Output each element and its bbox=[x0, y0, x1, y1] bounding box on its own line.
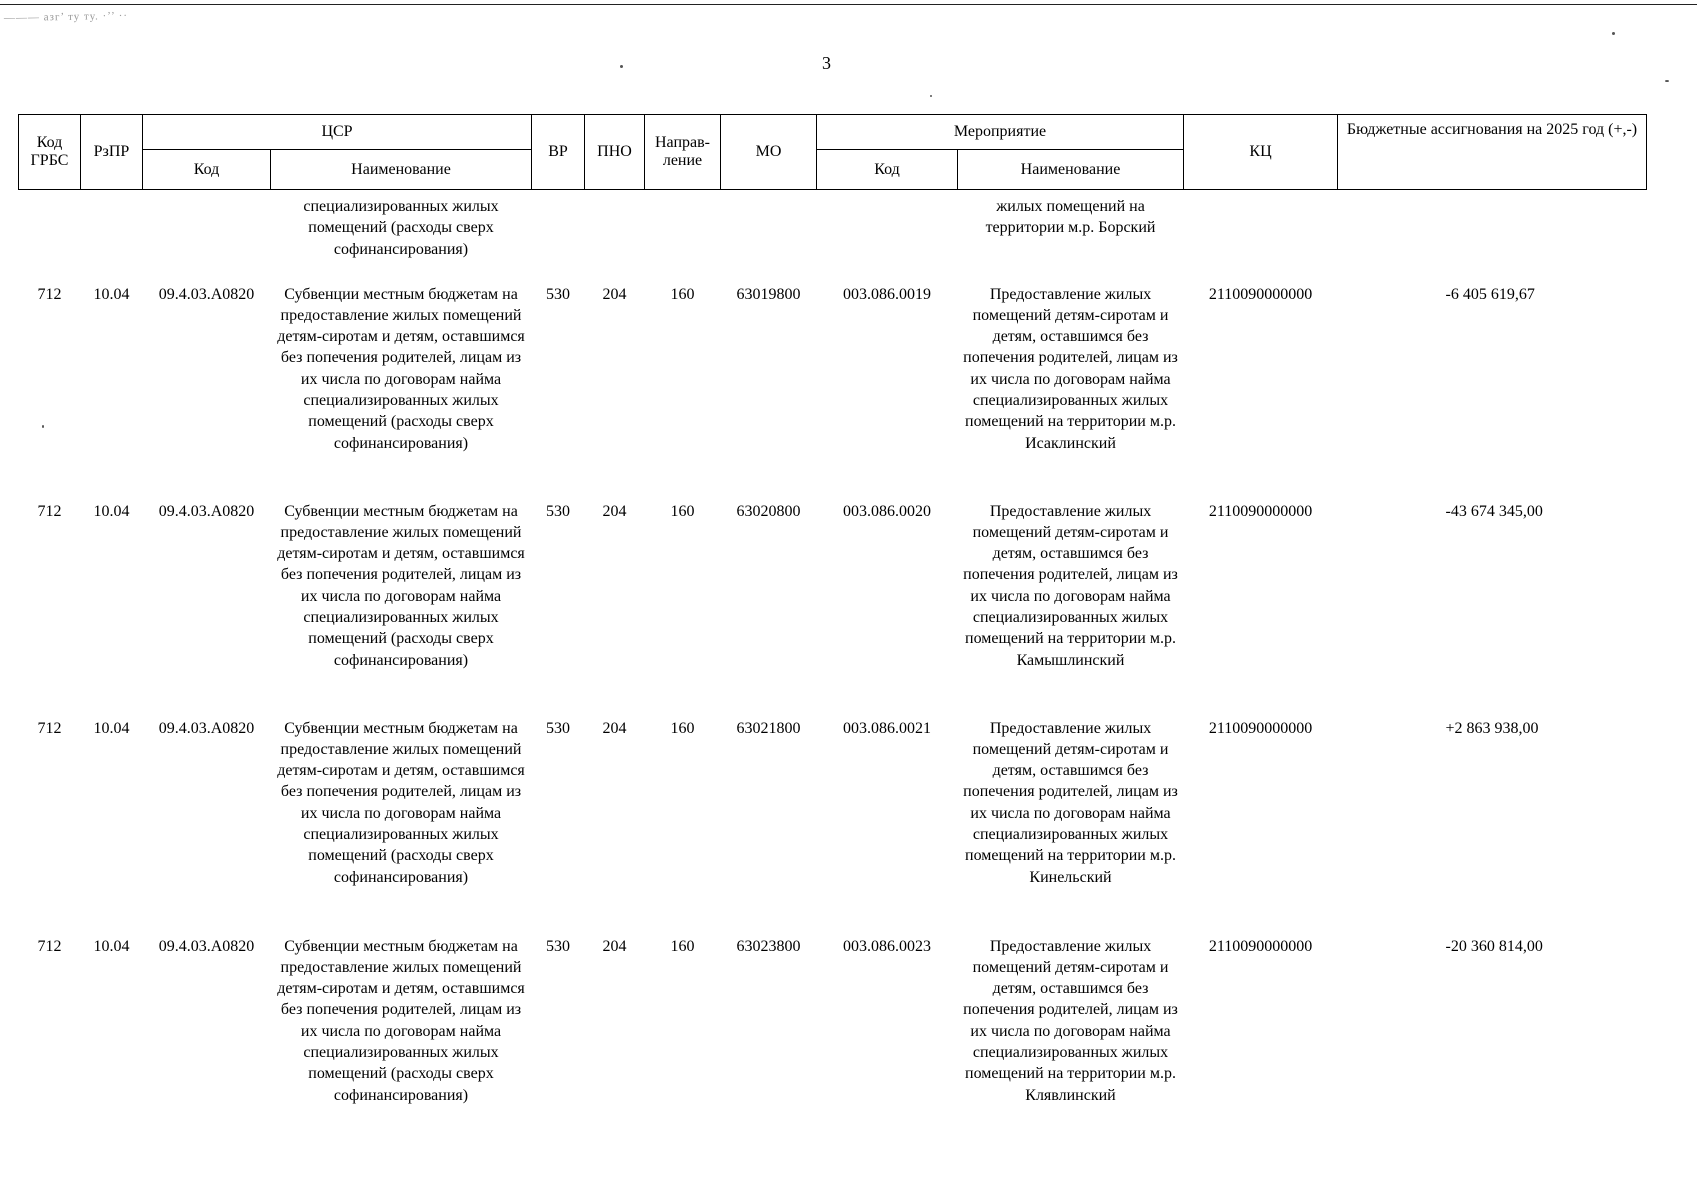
scan-speck bbox=[930, 95, 932, 97]
cell-pno: 204 bbox=[602, 285, 627, 303]
header-mer-kod: Код bbox=[817, 150, 958, 190]
scan-speck bbox=[1612, 32, 1615, 35]
cell-vr: 530 bbox=[546, 502, 570, 520]
table-row bbox=[19, 497, 1647, 714]
cell-pno: 204 bbox=[602, 502, 627, 520]
cell-mer-name: жилых помещений на территории м.р. Борский bbox=[985, 198, 1156, 237]
header-vr: ВР bbox=[532, 115, 585, 190]
cell-kc: 2110090000000 bbox=[1208, 719, 1313, 737]
header-kc: КЦ bbox=[1184, 115, 1338, 190]
cell-vr: 530 bbox=[546, 285, 570, 303]
cell-napravlenie: 160 bbox=[670, 285, 695, 303]
header-meropriyatie: Мероприятие bbox=[817, 115, 1184, 150]
cell-amount: -20 360 814,00 bbox=[1445, 937, 1543, 955]
cell-mer-kod: 003.086.0021 bbox=[843, 719, 931, 737]
cell-mo: 63019800 bbox=[736, 285, 801, 303]
page-number: 3 bbox=[822, 53, 831, 73]
header-pno: ПНО bbox=[585, 115, 645, 190]
cell-mer-name: Предоставление жилых помещений детям-сиротам и детям, оставшимся без попечения родителей, лицам из их числа по договорам найма специализированных жилых помещений на территории м.р. Исаклинский bbox=[963, 285, 1178, 452]
cell-mo: 63020800 bbox=[736, 502, 801, 520]
cell-csr-name: Субвенции местным бюджетам на предоставление жилых помещений детям-сиротам и детям, оставшимся без попечения родителей, лицам из их числа по договорам найма специализированных жилых помещений (расходы сверх софинансирования) bbox=[277, 502, 525, 669]
header-rzpr: РзПР bbox=[81, 115, 143, 190]
header-mo: МО bbox=[721, 115, 817, 190]
cell-csr-kod: 09.4.03.A0820 bbox=[158, 719, 255, 737]
cell-grbs: 712 bbox=[37, 285, 62, 303]
cell-csr-kod: 09.4.03.A0820 bbox=[158, 502, 255, 520]
cell-rzpr: 10.04 bbox=[93, 937, 130, 955]
header-mer-name: Наименование bbox=[958, 150, 1184, 190]
top-border-line bbox=[0, 4, 1697, 5]
cell-mer-kod: 003.086.0020 bbox=[843, 502, 931, 520]
cell-vr: 530 bbox=[546, 719, 570, 737]
cell-vr: 530 bbox=[546, 937, 570, 955]
cell-kc: 2110090000000 bbox=[1208, 502, 1313, 520]
cell-csr-name: специализированных жилых помещений (расходы сверх софинансирования) bbox=[303, 198, 499, 258]
cell-rzpr: 10.04 bbox=[93, 285, 130, 303]
scan-artifact-text: ——— азг’ ту ту. ·’’ ·· bbox=[3, 9, 129, 25]
cell-mer-name: Предоставление жилых помещений детям-сиротам и детям, оставшимся без попечения родителей, лицам из их числа по договорам найма специализированных жилых помещений на территории м.р. Камышлинский bbox=[963, 502, 1178, 669]
cell-grbs: 712 bbox=[37, 502, 62, 520]
cell-mer-kod: 003.086.0023 bbox=[843, 937, 931, 955]
cell-csr-name: Субвенции местным бюджетам на предоставление жилых помещений детям-сиротам и детям, оставшимся без попечения родителей, лицам из их числа по договорам найма специализированных жилых помещений (расходы сверх софинансирования) bbox=[277, 937, 525, 1104]
cell-mer-name: Предоставление жилых помещений детям-сиротам и детям, оставшимся без попечения родителей, лицам из их числа по договорам найма специализированных жилых помещений на территории м.р. Кинельский bbox=[963, 719, 1178, 886]
cell-napravlenie: 160 bbox=[670, 937, 695, 955]
cell-amount: -6 405 619,67 bbox=[1445, 285, 1535, 303]
cell-kc: 2110090000000 bbox=[1208, 937, 1313, 955]
cell-napravlenie: 160 bbox=[670, 502, 695, 520]
cell-rzpr: 10.04 bbox=[93, 719, 130, 737]
cell-amount: -43 674 345,00 bbox=[1445, 502, 1543, 520]
cell-mo: 63021800 bbox=[736, 719, 801, 737]
cell-kc: 2110090000000 bbox=[1208, 285, 1313, 303]
cell-grbs: 712 bbox=[37, 719, 62, 737]
scan-speck bbox=[1665, 80, 1669, 82]
header-csr-name: Наименование bbox=[271, 150, 532, 190]
budget-table bbox=[18, 114, 1647, 1146]
header-kod-grbs: Код ГРБС bbox=[19, 115, 81, 190]
cell-rzpr: 10.04 bbox=[93, 502, 130, 520]
cell-mer-name: Предоставление жилых помещений детям-сиротам и детям, оставшимся без попечения родителей, лицам из их числа по договорам найма специализированных жилых помещений на территории м.р. Клявлинский bbox=[963, 937, 1178, 1104]
table-row bbox=[19, 280, 1647, 497]
header-budget: Бюджетные ассигнования на 2025 год (+,-) bbox=[1338, 115, 1647, 190]
cell-amount: +2 863 938,00 bbox=[1445, 719, 1539, 737]
header-csr-kod: Код bbox=[143, 150, 271, 190]
cell-csr-name: Субвенции местным бюджетам на предоставление жилых помещений детям-сиротам и детям, оставшимся без попечения родителей, лицам из их числа по договорам найма специализированных жилых помещений (расходы сверх софинансирования) bbox=[277, 719, 525, 886]
cell-mo: 63023800 bbox=[736, 937, 801, 955]
cell-pno: 204 bbox=[602, 719, 627, 737]
scan-speck bbox=[620, 65, 623, 68]
table-row bbox=[19, 932, 1647, 1146]
cell-grbs: 712 bbox=[37, 937, 62, 955]
cell-napravlenie: 160 bbox=[670, 719, 695, 737]
cell-csr-kod: 09.4.03.A0820 bbox=[158, 285, 255, 303]
table-row-continuation bbox=[19, 190, 1647, 280]
header-csr: ЦСР bbox=[143, 115, 532, 150]
cell-pno: 204 bbox=[602, 937, 627, 955]
table-row bbox=[19, 714, 1647, 932]
cell-csr-name: Субвенции местным бюджетам на предоставление жилых помещений детям-сиротам и детям, оставшимся без попечения родителей, лицам из их числа по договорам найма специализированных жилых помещений (расходы сверх софинансирования) bbox=[277, 285, 525, 452]
cell-mer-kod: 003.086.0019 bbox=[843, 285, 931, 303]
cell-csr-kod: 09.4.03.A0820 bbox=[158, 937, 255, 955]
header-napravlenie: Направ-ление bbox=[645, 115, 721, 190]
